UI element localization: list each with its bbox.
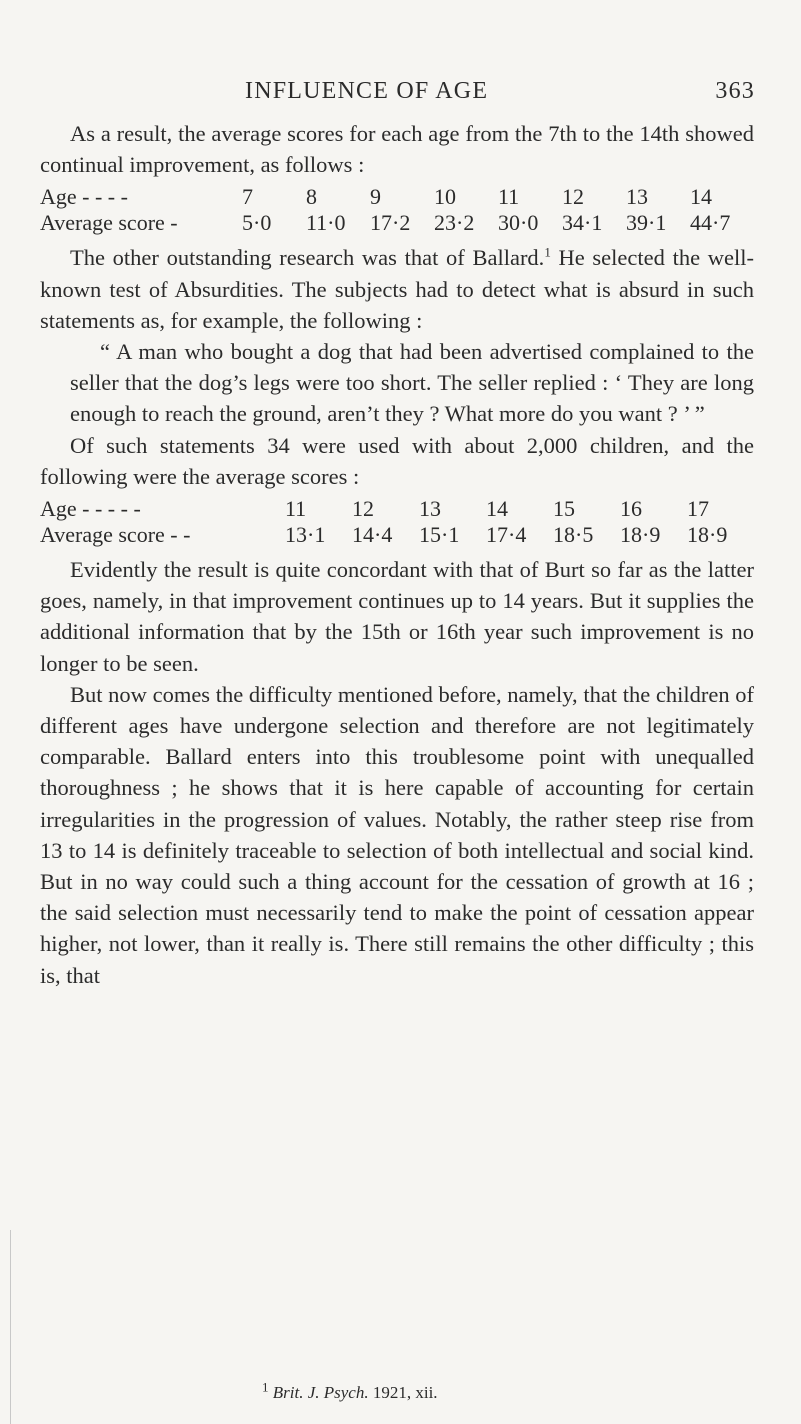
paragraph-2 [40, 242, 754, 336]
table-cell: 15·1 [419, 522, 460, 548]
row-label-age: Age - - - - - [40, 496, 141, 522]
footnote-marker: 1 [544, 244, 551, 260]
table-cell: 13·1 [285, 522, 326, 548]
age-score-table-1 [40, 184, 754, 236]
body-text [40, 118, 754, 991]
page-edge-line [10, 1230, 11, 1424]
footnote-number: 1 [262, 1379, 269, 1395]
table-cell: 12 [352, 496, 374, 522]
table-cell: 9 [370, 184, 381, 210]
paragraph-2-start: The other outstanding research was that of Ballard. [70, 245, 545, 271]
paragraph-5: But now comes the difficulty mentioned before, namely, that the children of different ages have undergone selection and therefore are not legitimately comparable. Ballard enters into this troublesome point with unequalled thoroughness ; he shows that it is here capable of accounting for certain irregularities in the progression of values. Notably, the rather steep rise from 13 to 14 is definitely traceable to selection of both intellectual and social kind. But in no way could such a thing account for the cessation of growth at 16 ; the said selection must necessarily tend to make the point of cessation appear higher, not lower, than it really is. There still remains the other difficulty ; this is, that [40, 681, 754, 988]
table-cell: 17·2 [370, 210, 411, 236]
table-row-age [40, 496, 754, 522]
paragraph-2-end: He selected the well-known test of Absurdities. The subjects had to detect what is absurd in such statements as, for example, the following : [40, 245, 754, 333]
block-quote: “ A man who bought a dog that had been advertised complained to the seller that the dog’s legs were too short. The seller replied : ‘ They are long enough to reach the ground, aren’t they ? What more do you want ? ’ ” [70, 339, 754, 427]
paragraph-3: Of such statements 34 were used with about 2,000 children, and the following were the average scores : [40, 432, 754, 489]
paragraph-4: Evidently the result is quite concordant with that of Burt so far as the latter goes, namely, in that improvement continues up to 14 years. But it supplies the additional information that by the 15th or 16th year such improvement is no longer to be seen. [40, 557, 754, 676]
table-cell: 14 [690, 184, 712, 210]
table-cell: 17·4 [486, 522, 527, 548]
table-cell: 5·0 [242, 210, 272, 236]
table-cell: 15 [553, 496, 575, 522]
row-label-age: Age - - - - [40, 184, 128, 210]
table-row-score [40, 210, 754, 236]
running-head [40, 78, 755, 114]
table-cell: 23·2 [434, 210, 475, 236]
table-cell: 18·9 [687, 522, 728, 548]
footnote-journal: Brit. J. Psych. [272, 1383, 369, 1402]
page-title: INFLUENCE OF AGE [245, 78, 489, 104]
table-cell: 7 [242, 184, 253, 210]
table-cell: 12 [562, 184, 584, 210]
table-cell: 11 [498, 184, 520, 210]
age-score-table-2 [40, 496, 754, 548]
table-cell: 17 [687, 496, 709, 522]
table-cell: 14 [486, 496, 508, 522]
footnote-citation: 1921, xii. [368, 1383, 438, 1402]
table-cell: 44·7 [690, 210, 731, 236]
table-cell: 11 [285, 496, 307, 522]
table-cell: 18·9 [620, 522, 661, 548]
row-label-score: Average score - [40, 210, 178, 236]
table-cell: 16 [620, 496, 642, 522]
table-cell: 13 [419, 496, 441, 522]
table-cell: 13 [626, 184, 648, 210]
table-cell: 11·0 [306, 210, 346, 236]
table-cell: 14·4 [352, 522, 393, 548]
table-cell: 34·1 [562, 210, 603, 236]
table-cell: 10 [434, 184, 456, 210]
table-cell: 8 [306, 184, 317, 210]
table-row-age [40, 184, 754, 210]
table-row-score [40, 522, 754, 548]
page-number: 363 [715, 78, 755, 104]
table-cell: 18·5 [553, 522, 594, 548]
footnote [262, 1379, 438, 1403]
table-cell: 39·1 [626, 210, 667, 236]
table-cell: 30·0 [498, 210, 539, 236]
paragraph-1: As a result, the average scores for each age from the 7th to the 14th showed continual improvement, as follows : [40, 121, 754, 178]
row-label-score: Average score - - [40, 522, 191, 548]
